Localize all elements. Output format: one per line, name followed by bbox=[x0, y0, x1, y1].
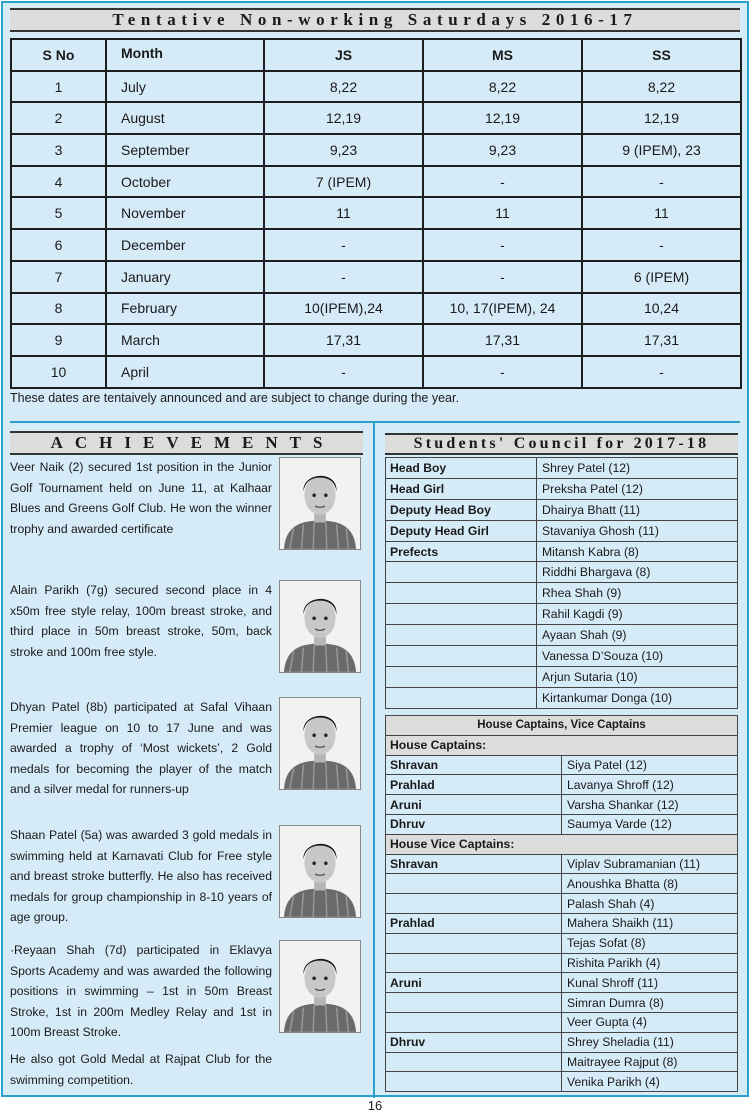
council-member: Mitansh Kabra (8) bbox=[537, 541, 738, 562]
cell-sno: 1 bbox=[11, 71, 106, 103]
council-row bbox=[386, 687, 738, 708]
house-vice-captain-row bbox=[386, 874, 738, 894]
council-role: Deputy Head Boy bbox=[386, 499, 537, 520]
council-member: Preksha Patel (12) bbox=[537, 478, 738, 499]
council-role bbox=[386, 562, 537, 583]
council-role bbox=[386, 666, 537, 687]
house-name: Prahlad bbox=[386, 913, 562, 933]
cell-ms: - bbox=[423, 261, 582, 293]
house-vice-captain-name: Maitrayee Rajput (8) bbox=[562, 1052, 738, 1072]
council-role bbox=[386, 646, 537, 667]
cell-month: July bbox=[106, 71, 264, 103]
council-member: Rahil Kagdi (9) bbox=[537, 604, 738, 625]
council-row bbox=[386, 520, 738, 541]
achievement-paragraph: Veer Naik (2) secured 1st position in the Junior Golf Tournament held on June 11, at Kalhaar Blues and Greens Golf Club. He won the winner trophy and awarded certificate bbox=[10, 460, 272, 536]
cell-sno: 9 bbox=[11, 324, 106, 356]
house-vice-captain-row bbox=[386, 1032, 738, 1052]
saturdays-table bbox=[10, 38, 742, 389]
student-photo bbox=[279, 457, 361, 550]
council-role bbox=[386, 583, 537, 604]
student-photo bbox=[279, 825, 361, 918]
house-vice-captain-row bbox=[386, 993, 738, 1013]
council-role bbox=[386, 625, 537, 646]
council-title: Students' Council for 2017-18 bbox=[413, 435, 710, 452]
student-portrait-image bbox=[280, 698, 360, 789]
saturdays-header-row bbox=[11, 39, 741, 71]
house-name: Shravan bbox=[386, 755, 562, 775]
achievement-paragraph: ·Reyaan Shah (7d) participated in Eklavya Sports Academy and was awarded the following positions in swimming – 1st in 50m Breast Stroke, 1st in 200m Medley Relay and 1st in 100m Breast Stroke. bbox=[10, 943, 272, 1040]
council-row bbox=[386, 583, 738, 604]
cell-ms: - bbox=[423, 229, 582, 261]
achievement-text bbox=[10, 940, 272, 1090]
saturdays-row bbox=[11, 166, 741, 198]
saturdays-row bbox=[11, 293, 741, 325]
house-name bbox=[386, 1052, 562, 1072]
cell-ss: 17,31 bbox=[582, 324, 741, 356]
house-name: Aruni bbox=[386, 973, 562, 993]
cell-month: April bbox=[106, 356, 264, 388]
page-number: 16 bbox=[367, 1098, 383, 1112]
council-member: Kirtankumar Donga (10) bbox=[537, 687, 738, 708]
cell-sno: 2 bbox=[11, 102, 106, 134]
student-photo bbox=[279, 697, 361, 790]
house-name: Dhruv bbox=[386, 814, 562, 834]
house-name bbox=[386, 993, 562, 1013]
student-photo bbox=[279, 940, 361, 1033]
house-name bbox=[386, 1012, 562, 1032]
achievements-title-bar bbox=[10, 431, 363, 455]
cell-ss: 8,22 bbox=[582, 71, 741, 103]
council-row bbox=[386, 499, 738, 520]
council-role bbox=[386, 687, 537, 708]
cell-js: - bbox=[264, 229, 423, 261]
cell-ss: 11 bbox=[582, 197, 741, 229]
house-table-title: House Captains, Vice Captains bbox=[386, 716, 738, 736]
house-captain-row bbox=[386, 795, 738, 815]
house-vice-captain-row bbox=[386, 913, 738, 933]
house-vice-captain-name: Simran Dumra (8) bbox=[562, 993, 738, 1013]
council-row bbox=[386, 666, 738, 687]
council-member: Dhairya Bhatt (11) bbox=[537, 499, 738, 520]
house-vice-captains-label: House Vice Captains: bbox=[386, 834, 738, 854]
council-table bbox=[385, 457, 738, 709]
council-role: Head Boy bbox=[386, 458, 537, 479]
council-row bbox=[386, 478, 738, 499]
saturdays-row bbox=[11, 229, 741, 261]
achievement-text bbox=[10, 697, 272, 800]
house-name bbox=[386, 1072, 562, 1092]
house-name bbox=[386, 894, 562, 914]
council-role: Head Girl bbox=[386, 478, 537, 499]
house-table-title-row bbox=[386, 716, 738, 736]
section-divider-horizontal bbox=[10, 421, 740, 423]
saturdays-row bbox=[11, 261, 741, 293]
cell-js: 8,22 bbox=[264, 71, 423, 103]
achievement-paragraph: Shaan Patel (5a) was awarded 3 gold medals in swimming held at Karnavati Club for Free style and breast stroke butterfly. He also has received medals for group championship in 8-10 years of age group. bbox=[10, 828, 272, 925]
house-captain-name: Siya Patel (12) bbox=[562, 755, 738, 775]
cell-js: - bbox=[264, 261, 423, 293]
council-row bbox=[386, 646, 738, 667]
house-captain-row bbox=[386, 755, 738, 775]
house-vice-label-row bbox=[386, 834, 738, 854]
council-member: Rhea Shah (9) bbox=[537, 583, 738, 604]
house-captain-name: Varsha Shankar (12) bbox=[562, 795, 738, 815]
house-captain-name: Saumya Varde (12) bbox=[562, 814, 738, 834]
cell-sno: 4 bbox=[11, 166, 106, 198]
saturdays-row bbox=[11, 324, 741, 356]
cell-ms: 12,19 bbox=[423, 102, 582, 134]
cell-sno: 7 bbox=[11, 261, 106, 293]
achievement-paragraph: He also got Gold Medal at Rajpat Club for the swimming competition. bbox=[10, 1051, 272, 1087]
saturdays-row bbox=[11, 356, 741, 388]
cell-js: 7 (IPEM) bbox=[264, 166, 423, 198]
house-vice-captain-row bbox=[386, 1072, 738, 1092]
saturdays-row bbox=[11, 102, 741, 134]
cell-js: 10(IPEM),24 bbox=[264, 293, 423, 325]
house-name bbox=[386, 953, 562, 973]
cell-js: - bbox=[264, 356, 423, 388]
house-captains-label-row bbox=[386, 735, 738, 755]
house-captains-table bbox=[385, 715, 738, 1092]
saturdays-note: These dates are tentaively announced and are subject to change during the year. bbox=[10, 391, 459, 405]
student-portrait-image bbox=[280, 458, 360, 549]
achievements-title: ACHIEVEMENTS bbox=[50, 433, 335, 452]
cell-js: 9,23 bbox=[264, 134, 423, 166]
house-vice-captain-row bbox=[386, 1012, 738, 1032]
council-member: Ayaan Shah (9) bbox=[537, 625, 738, 646]
council-member: Riddhi Bhargava (8) bbox=[537, 562, 738, 583]
cell-ms: 9,23 bbox=[423, 134, 582, 166]
header-js: JS bbox=[264, 39, 423, 71]
cell-sno: 6 bbox=[11, 229, 106, 261]
cell-ss: - bbox=[582, 356, 741, 388]
house-vice-captain-name: Shrey Sheladia (11) bbox=[562, 1032, 738, 1052]
cell-month: January bbox=[106, 261, 264, 293]
council-member: Vanessa D’Souza (10) bbox=[537, 646, 738, 667]
cell-ss: 6 (IPEM) bbox=[582, 261, 741, 293]
header-month: Month bbox=[106, 39, 264, 71]
house-captain-row bbox=[386, 775, 738, 795]
cell-ss: 12,19 bbox=[582, 102, 741, 134]
house-captain-row bbox=[386, 814, 738, 834]
saturdays-row bbox=[11, 134, 741, 166]
cell-ms: 17,31 bbox=[423, 324, 582, 356]
cell-js: 17,31 bbox=[264, 324, 423, 356]
house-vice-captain-name: Mahera Shaikh (11) bbox=[562, 913, 738, 933]
council-row bbox=[386, 625, 738, 646]
cell-month: December bbox=[106, 229, 264, 261]
house-name: Prahlad bbox=[386, 775, 562, 795]
cell-js: 11 bbox=[264, 197, 423, 229]
cell-sno: 5 bbox=[11, 197, 106, 229]
council-title-bar bbox=[385, 433, 738, 455]
council-role: Deputy Head Girl bbox=[386, 520, 537, 541]
achievement-text bbox=[10, 457, 272, 539]
cell-ss: 10,24 bbox=[582, 293, 741, 325]
header-sno: S No bbox=[11, 39, 106, 71]
house-vice-captain-row bbox=[386, 894, 738, 914]
house-vice-captain-name: Veer Gupta (4) bbox=[562, 1012, 738, 1032]
header-ss: SS bbox=[582, 39, 741, 71]
achievement-paragraph: Dhyan Patel (8b) participated at Safal Vihaan Premier league on 10 to 17 June and was awarded a trophy of ‘Most wickets’, 2 Gold medals for becoming the player of the match and a silver medal for runners-up bbox=[10, 700, 272, 797]
section-divider-vertical bbox=[373, 423, 375, 1098]
council-member: Arjun Sutaria (10) bbox=[537, 666, 738, 687]
house-name bbox=[386, 874, 562, 894]
house-vice-captain-name: Palash Shah (4) bbox=[562, 894, 738, 914]
header-ms: MS bbox=[423, 39, 582, 71]
cell-ms: 11 bbox=[423, 197, 582, 229]
house-vice-captain-name: Viplav Subramanian (11) bbox=[562, 854, 738, 874]
house-name: Dhruv bbox=[386, 1032, 562, 1052]
cell-ms: - bbox=[423, 166, 582, 198]
house-name: Aruni bbox=[386, 795, 562, 815]
council-role bbox=[386, 604, 537, 625]
cell-month: November bbox=[106, 197, 264, 229]
house-name bbox=[386, 933, 562, 953]
council-row bbox=[386, 541, 738, 562]
cell-ms: 8,22 bbox=[423, 71, 582, 103]
council-member: Stavaniya Ghosh (11) bbox=[537, 520, 738, 541]
student-portrait-image bbox=[280, 941, 360, 1032]
cell-ms: - bbox=[423, 356, 582, 388]
student-photo bbox=[279, 580, 361, 673]
cell-month: October bbox=[106, 166, 264, 198]
house-vice-captain-name: Venika Parikh (4) bbox=[562, 1072, 738, 1092]
saturdays-row bbox=[11, 197, 741, 229]
student-portrait-image bbox=[280, 826, 360, 917]
council-member: Shrey Patel (12) bbox=[537, 458, 738, 479]
cell-ss: 9 (IPEM), 23 bbox=[582, 134, 741, 166]
saturdays-title: Tentative Non-working Saturdays 2016-17 bbox=[112, 10, 638, 29]
house-vice-captain-row bbox=[386, 953, 738, 973]
house-captain-name: Lavanya Shroff (12) bbox=[562, 775, 738, 795]
cell-sno: 3 bbox=[11, 134, 106, 166]
cell-ss: - bbox=[582, 166, 741, 198]
achievement-paragraph: Alain Parikh (7g) secured second place in 4 x50m free style relay, 100m breast stroke, and third place in 50m breast stroke, 50m, back stroke and 100m free style. bbox=[10, 583, 272, 659]
achievement-text bbox=[10, 580, 272, 662]
house-vice-captain-name: Rishita Parikh (4) bbox=[562, 953, 738, 973]
house-vice-captain-row bbox=[386, 973, 738, 993]
student-portrait-image bbox=[280, 581, 360, 672]
achievement-text bbox=[10, 825, 272, 928]
house-vice-captain-name: Anoushka Bhatta (8) bbox=[562, 874, 738, 894]
cell-ss: - bbox=[582, 229, 741, 261]
cell-sno: 8 bbox=[11, 293, 106, 325]
house-vice-captain-row bbox=[386, 854, 738, 874]
cell-month: February bbox=[106, 293, 264, 325]
house-vice-captain-row bbox=[386, 933, 738, 953]
cell-js: 12,19 bbox=[264, 102, 423, 134]
cell-ms: 10, 17(IPEM), 24 bbox=[423, 293, 582, 325]
cell-month: September bbox=[106, 134, 264, 166]
council-role: Prefects bbox=[386, 541, 537, 562]
saturdays-row bbox=[11, 71, 741, 103]
cell-sno: 10 bbox=[11, 356, 106, 388]
cell-month: March bbox=[106, 324, 264, 356]
house-captains-label: House Captains: bbox=[386, 735, 738, 755]
house-vice-captain-row bbox=[386, 1052, 738, 1072]
cell-month: August bbox=[106, 102, 264, 134]
house-name: Shravan bbox=[386, 854, 562, 874]
saturdays-title-bar bbox=[10, 8, 740, 32]
council-row bbox=[386, 458, 738, 479]
council-row bbox=[386, 604, 738, 625]
house-vice-captain-name: Kunal Shroff (11) bbox=[562, 973, 738, 993]
house-vice-captain-name: Tejas Sofat (8) bbox=[562, 933, 738, 953]
council-row bbox=[386, 562, 738, 583]
